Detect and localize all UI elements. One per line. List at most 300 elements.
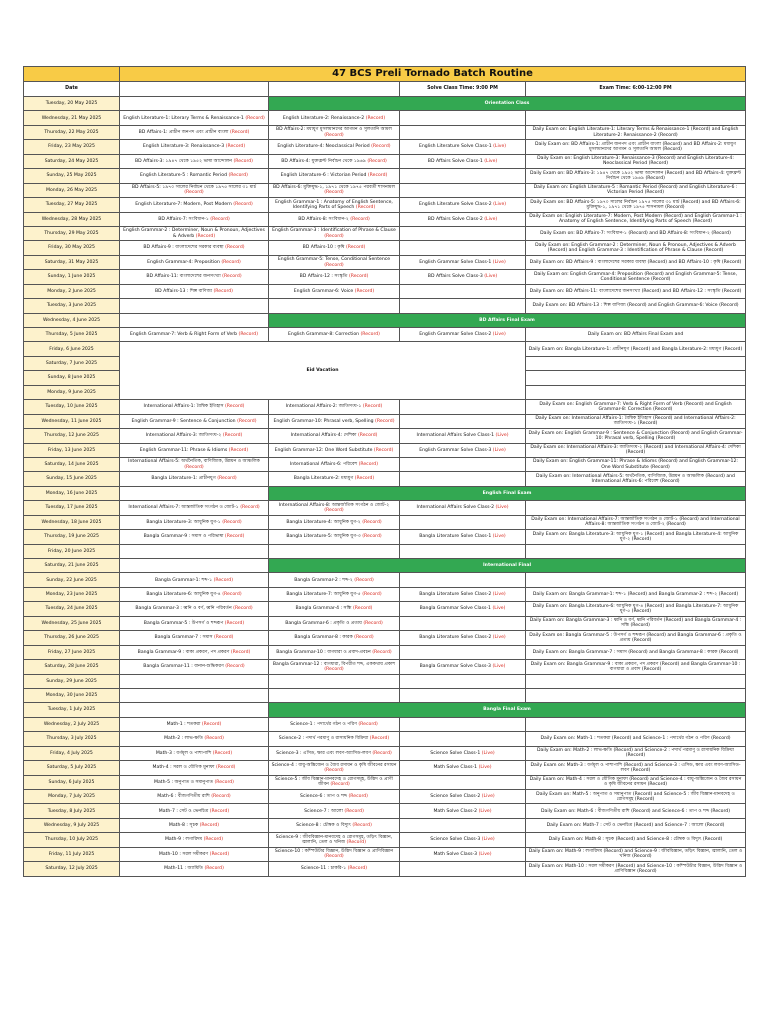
- topic-text: Bangla Grammar-12 : বাগধারা, বিপরীত শব্দ, এককথায় প্রকাশ: [272, 661, 396, 667]
- record-tag: (Record): [224, 620, 245, 626]
- date-cell: Saturday, 28 June 2025: [24, 660, 120, 674]
- record-tag: (Record): [209, 851, 230, 857]
- exam-cell: Daily Exam on: BD Affairs-7: সংবিধান-১ (Record) and BD Affairs-8: সংবিধান-২ (Record): [526, 226, 746, 240]
- topic-text: Bangla Grammar-9 : সমাস ও পরিভাষা: [143, 534, 224, 540]
- date-cell: Sunday, 8 June 2025: [24, 371, 120, 385]
- class-cell: [120, 775, 269, 789]
- record-tag: (Record): [221, 259, 241, 265]
- record-tag: (Record): [324, 507, 344, 513]
- topic-text: Science-11 : চাকরি-১: [300, 866, 347, 872]
- record-tag: (Record): [324, 262, 344, 268]
- record-tag: (Record): [204, 866, 224, 872]
- topic-text: BD Affairs-3: ১৯৪৭ থেকে ১৯৫২ ভাষা আন্দোলন: [135, 158, 233, 164]
- date-cell: Saturday, 31 May 2025: [24, 255, 120, 269]
- class-cell: [269, 790, 400, 804]
- class-cell: [120, 732, 269, 746]
- topic-text: Math-5 : অনুপাত ও সমানুপাত: [154, 779, 214, 785]
- topic-text: English Grammar-2 : Determiner, Noun & Pronoun, Adjectives & Adverb: [123, 228, 265, 239]
- topic-text: Math-1 : শতকরা: [166, 721, 201, 727]
- table-row: [24, 847, 746, 861]
- record-tag: (Record): [199, 822, 220, 828]
- class-cell: [120, 443, 269, 457]
- topic-text: Bangla Literature-2: মধ্যযুগ: [293, 476, 354, 482]
- record-tag: (Record): [184, 190, 204, 196]
- record-tag: (Record): [225, 664, 245, 670]
- record-tag: (Record): [210, 216, 230, 222]
- date-cell: Thursday, 22 May 2025: [24, 125, 120, 139]
- record-tag: (Record): [225, 144, 246, 150]
- topic-text: BD Affairs-13 : শিল্প বাণিজ্য: [155, 288, 213, 294]
- date-cell: Thursday, 5 June 2025: [24, 328, 120, 342]
- class-cell: [269, 472, 400, 486]
- topic-text: English Literature-2: Renaissance-2: [282, 115, 365, 121]
- empty-cell: [120, 559, 269, 573]
- solve-class-cell: [400, 169, 526, 183]
- topic-text: English Literature-4: Neoclassical Period: [277, 144, 370, 150]
- solve-class-cell: [400, 746, 526, 760]
- date-cell: Monday, 2 June 2025: [24, 284, 120, 298]
- record-tag: (Record): [362, 591, 382, 597]
- record-tag: (Record): [363, 620, 383, 626]
- record-tag: (Record): [367, 158, 387, 164]
- solve-class-cell: [400, 660, 526, 674]
- topic-text: BD Affairs-4: যুক্তফ্রন্ট নির্বাচন থেকে ১৯৬৯: [281, 158, 366, 164]
- table-row: [24, 530, 746, 544]
- exam-cell: Daily Exam on: English Grammar-9 : Sentence & Conjunction (Record) and English Grammar-10: Phrasal verb, Spelling (Record): [526, 429, 746, 443]
- class-cell: [269, 818, 400, 832]
- record-tag: (Record): [324, 666, 344, 672]
- table-row: [24, 818, 746, 832]
- class-cell: [269, 241, 400, 255]
- table-row: [24, 688, 746, 702]
- topic-text: Bangla Grammar-1: শব্দ-১: [154, 577, 213, 583]
- class-cell: [120, 847, 269, 861]
- date-cell: Thursday, 12 June 2025: [24, 429, 120, 443]
- topic-text: International Affairs-7: আন্তর্জাতিক সংগঠন ও জোট-১: [128, 505, 239, 511]
- topic-text: Bangla Grammar-4 : সন্ধি: [295, 606, 352, 612]
- topic-text: English Grammar-12: One Word Substitute: [274, 447, 373, 453]
- solve-class-cell: [400, 198, 526, 212]
- class-cell: [120, 631, 269, 645]
- exam-cell: Daily Exam on: Bangla Literature-6: আধুনিক যুগ-৪ (Record) and Bangla Literature-7: আধুনিক যুগ-৫ (Record): [526, 602, 746, 616]
- class-cell: [269, 255, 400, 269]
- topic-text: English Grammar-7: Verb & Right Form of Verb: [129, 332, 238, 338]
- solve-class-cell: [400, 299, 526, 313]
- topic-text: Science-1 : পদার্থের গঠন ও পরিণ: [290, 721, 357, 727]
- solve-class-cell: [400, 775, 526, 789]
- solve-class-cell: [400, 818, 526, 832]
- exam-cell: Daily Exam on: BD Affairs-11: বাংলাদেশের জনসংখ্যা (Record) and BD Affairs-12 : সংস্কৃতি (Record): [526, 284, 746, 298]
- topic-text: Math Solve Class-1: [433, 765, 478, 771]
- topic-text: Bangla Literature Solve Class-2: [419, 635, 492, 641]
- record-tag: (Record): [355, 204, 376, 210]
- exam-cell: Daily Exam on: Math-1 : শতকরা (Record) and Science-1 : পদার্থের গঠন ও পরিণ (Record): [526, 732, 746, 746]
- exam-cell: Daily Exam on: Bangla Grammar-7 : সমাস (Record) and Bangla Grammar-8 : কারক (Record): [526, 645, 746, 659]
- record-tag: (Record): [324, 190, 344, 196]
- topic-text: Bangla Grammar-2 : শব্দ-২: [294, 577, 353, 583]
- topic-text: Math-11 : জ্যামিতি: [164, 866, 203, 872]
- class-cell: [120, 833, 269, 847]
- class-cell: [120, 270, 269, 284]
- table-row: [24, 573, 746, 587]
- date-cell: Wednesday, 2 July 2025: [24, 717, 120, 731]
- class-cell: [120, 284, 269, 298]
- topic-text: English Grammar-5: Tense, Conditional Sentence: [277, 257, 391, 263]
- live-tag: (Live): [493, 202, 507, 208]
- table-row: [24, 169, 746, 183]
- class-cell: [120, 645, 269, 659]
- class-cell: [269, 674, 400, 688]
- record-tag: (Record): [354, 476, 375, 482]
- record-tag: (Record): [228, 173, 248, 179]
- class-cell: [120, 573, 269, 587]
- solve-class-cell: [400, 414, 526, 428]
- solve-class-cell: [400, 631, 526, 645]
- solve-class-cell: [400, 226, 526, 240]
- record-tag: (Record): [324, 132, 344, 138]
- topic-text: Math Solve Class-2: [433, 808, 478, 814]
- class-cell: [120, 674, 269, 688]
- solve-class-cell: [400, 140, 526, 154]
- topic-text: BD Affairs-2: মধ্যযুগ মুসলমানদের আগমন ও সুলতানি আমল: [276, 127, 392, 133]
- record-tag: (Record): [209, 808, 230, 814]
- class-cell: [120, 761, 269, 775]
- date-cell: Monday, 7 July 2025: [24, 790, 120, 804]
- exam-cell: Daily Exam on: English Grammar-2 : Determiner, Noun & Pronoun, Adjectives & Adverb (Record) and English Grammar-3 : Identification of Phrase & Clause (Record): [526, 241, 746, 255]
- record-tag: (Record): [354, 635, 374, 641]
- live-tag: (Live): [478, 765, 492, 771]
- record-tag: (Record): [354, 288, 375, 294]
- exam-cell: Daily Exam on: Bangla Grammar-1: শব্দ-১ (Record) and Bangla Grammar-2 : শব্দ-২ (Record): [526, 587, 746, 601]
- class-cell: [269, 414, 400, 428]
- class-cell: [120, 660, 269, 674]
- record-tag: (Record): [324, 233, 344, 239]
- routine-sheet: [23, 66, 745, 877]
- record-tag: (Record): [348, 274, 369, 280]
- date-cell: Sunday, 25 May 2025: [24, 169, 120, 183]
- solve-class-cell: [400, 400, 526, 414]
- exam-cell: [526, 544, 746, 558]
- table-row: [24, 717, 746, 731]
- topic-text: English Literature-6 : Victorian Period: [280, 173, 367, 179]
- table-row: [24, 284, 746, 298]
- table-row: [24, 125, 746, 139]
- date-cell: Monday, 23 June 2025: [24, 587, 120, 601]
- record-tag: (Record): [354, 577, 374, 583]
- date-cell: Tuesday, 3 June 2025: [24, 299, 120, 313]
- record-tag: (Record): [212, 750, 233, 756]
- live-tag: (Live): [492, 259, 506, 265]
- table-row: [24, 429, 746, 443]
- topic-text: Bangla Literature-1: প্রাচীনযুগ: [151, 476, 216, 482]
- class-cell: [269, 602, 400, 616]
- record-tag: (Record): [222, 519, 242, 525]
- exam-cell: Daily Exam on: Bangla Literature-3: আধুনিক যুগ-১ (Record) and Bangla Literature-4: আধুনিক যুগ-২ (Record): [526, 530, 746, 544]
- corner-cell: [24, 67, 120, 82]
- table-row: [24, 660, 746, 674]
- topic-text: BD Affairs-9 : বাংলাদেশের সরকার ব্যবস্থা: [143, 245, 224, 251]
- live-tag: (Live): [493, 144, 507, 150]
- exam-cell: Daily Exam on: BD Affairs Final Exam and: [526, 328, 746, 342]
- topic-text: English Grammar-11: Phrase & Idioms: [139, 447, 228, 453]
- record-tag: (Record): [217, 476, 237, 482]
- table-row: [24, 559, 746, 573]
- date-cell: Wednesday, 25 June 2025: [24, 616, 120, 630]
- exam-cell: Daily Exam on: English Grammar-11: Phrase & Idioms (Record) and English Grammar-12: One Word Substitute (Record): [526, 457, 746, 471]
- record-tag: (Record): [362, 534, 382, 540]
- date-cell: Sunday, 1 June 2025: [24, 270, 120, 284]
- topic-text: BD Affairs-5: ১৯৭০ সালের নির্বাচন থেকে ১৯৭৫ সালের ৩১ মার্চ: [131, 185, 257, 191]
- date-cell: Saturday, 21 June 2025: [24, 559, 120, 573]
- record-tag: (Record): [203, 837, 224, 843]
- live-tag: (Live): [478, 851, 492, 857]
- live-tag: (Live): [481, 750, 495, 756]
- record-tag: (Record): [362, 519, 382, 525]
- live-tag: (Live): [492, 534, 506, 540]
- topic-text: BD Affairs Solve Class-3: [427, 274, 483, 280]
- exam-cell: [526, 385, 746, 399]
- exam-cell: [526, 111, 746, 125]
- table-row: [24, 472, 746, 486]
- exam-cell: Daily Exam on: BD Affairs-13 : শিল্প বাণিজ্য (Record) and English Grammar-6: Voice (Record): [526, 299, 746, 313]
- exam-cell: Daily Exam on: International Affairs-7: আন্তর্জাতিক সংগঠন ও জোট-১ (Record) and International Affairs-8: আন্তর্জাতিক সংগঠন ও জোট-২ (Record): [526, 515, 746, 529]
- topic-text: English Literature-1: Literary Terms & Renaissance-1: [123, 115, 244, 121]
- class-cell: [269, 587, 400, 601]
- exam-cell: Daily Exam on: International Affairs-3: জাতিসংঘ-২ (Record) and International Affairs-4: দেশিকা (Record): [526, 443, 746, 457]
- live-tag: (Live): [495, 433, 509, 439]
- date-cell: Friday, 23 May 2025: [24, 140, 120, 154]
- table-row: [24, 833, 746, 847]
- class-cell: [269, 530, 400, 544]
- class-cell: [269, 183, 400, 197]
- topic-text: English Literature-7: Modern, Post Modern: [135, 202, 232, 208]
- class-cell: [269, 443, 400, 457]
- class-cell: [269, 169, 400, 183]
- topic-text: International Affairs Solve Class-1: [416, 433, 495, 439]
- topic-text: Math-9 : লগারিদম: [164, 837, 203, 843]
- live-tag: (Live): [492, 635, 506, 641]
- live-tag: (Live): [492, 664, 506, 670]
- date-cell: Tuesday, 17 June 2025: [24, 501, 120, 515]
- solve-class-cell: [400, 284, 526, 298]
- solve-class-cell: [400, 732, 526, 746]
- solve-class-cell: [400, 862, 526, 876]
- class-cell: [120, 515, 269, 529]
- class-cell: [120, 862, 269, 876]
- exam-cell: Daily Exam on: Math-4 : সরল ও যৌগিক মুনাফা (Record) and Science-4 : বায়ু-অক্সিজেন ও জৈব রসায়ন ও কৃষি জীবনের রসায়ন (Record): [526, 775, 746, 789]
- table-row: [24, 602, 746, 616]
- class-cell: [269, 226, 400, 240]
- date-cell: Monday, 9 June 2025: [24, 385, 120, 399]
- date-cell: Sunday, 6 July 2025: [24, 775, 120, 789]
- routine-table: [23, 66, 746, 877]
- exam-cell: Daily Exam on: BD Affairs-1: প্রাচীন জনপদ এবং প্রাচীন বাংলা (Record) and BD Affairs-2: মধ্যযুগ মুসলমানদের আগমন ও সুলতানি আমল (Record): [526, 140, 746, 154]
- empty-cell: [120, 313, 269, 327]
- solve-class-cell: [400, 212, 526, 226]
- record-tag: (Record): [214, 779, 234, 785]
- exam-cell: Daily Exam on: Math-9 : লগারিদম (Record) and Science-9 : জীববিজ্ঞান, তড়িৎ বিজ্ঞান, জ্বালানি, তেল ও খনিজ (Record): [526, 847, 746, 861]
- live-tag: (Live): [484, 274, 498, 280]
- class-cell: [120, 790, 269, 804]
- live-tag: (Live): [481, 794, 495, 800]
- topic-text: International Affairs-3: জাতিসংঘ-২: [145, 433, 222, 439]
- table-row: [24, 746, 746, 760]
- table-row: [24, 400, 746, 414]
- class-cell: [120, 154, 269, 168]
- topic-text: Math-7 : সেট ও ভেনচিত্র: [158, 808, 209, 814]
- date-cell: Wednesday, 9 July 2025: [24, 818, 120, 832]
- class-cell: [269, 501, 400, 515]
- record-tag: (Record): [213, 635, 234, 641]
- date-cell: Friday, 6 June 2025: [24, 342, 120, 356]
- topic-text: English Grammar-1 : Anatomy of English Sentence, Identifying Parts of Speech: [275, 199, 393, 210]
- record-tag: (Record): [353, 606, 373, 612]
- record-tag: (Record): [224, 534, 245, 540]
- date-cell: Monday, 16 June 2025: [24, 486, 120, 500]
- class-cell: [120, 429, 269, 443]
- date-header: Date: [24, 82, 120, 97]
- class-cell: [120, 818, 269, 832]
- record-tag: (Record): [358, 721, 378, 727]
- table-row: [24, 241, 746, 255]
- topic-text: BD Affairs-6: মুক্তিযুদ্ধ-১, ১৯৭১ থেকে ১৯৭৫ পরবর্তী শাসনামল: [272, 185, 395, 191]
- live-tag: (Live): [492, 447, 506, 453]
- topic-text: BD Affairs-10 : কৃষি: [302, 245, 345, 251]
- solve-class-cell: [400, 847, 526, 861]
- class-cell: [120, 212, 269, 226]
- record-tag: (Record): [348, 794, 368, 800]
- record-tag: (Record): [233, 158, 253, 164]
- solve-class-cell: [400, 587, 526, 601]
- record-tag: (Record): [347, 866, 368, 872]
- table-row: [24, 457, 746, 471]
- record-tag: (Record): [229, 129, 250, 135]
- class-cell: [120, 414, 269, 428]
- table-row: [24, 226, 746, 240]
- date-cell: Thursday, 10 July 2025: [24, 833, 120, 847]
- exam-cell: Daily Exam on: English Literature-3: Renaissance-3 (Record) and English Literature-4: Neoclassical Period (Record): [526, 154, 746, 168]
- topic-text: English Grammar-10: Phrasal verb, Spelling: [273, 418, 374, 424]
- section-banner: International Final: [269, 559, 746, 573]
- topic-text: BD Affairs-1: প্রাচীন জনপদ এবং প্রাচীন বাংলা: [138, 129, 229, 135]
- record-tag: (Record): [222, 274, 242, 280]
- exam-cell: Daily Exam on: English Literature-7: Modern, Post Modern (Record) and English Grammar-1 : Anatomy of English Sentence, Identifying Parts of Speech (Record): [526, 212, 746, 226]
- record-tag: (Record): [330, 782, 350, 788]
- section-banner: Bangla Final Exam: [269, 703, 746, 717]
- table-row: [24, 515, 746, 529]
- class-cell: [120, 255, 269, 269]
- exam-cell: Daily Exam on: Bangla Grammar-5 : উপসর্গ ও শব্দরূপ (Record) and Bangla Grammar-6 : প্রকৃতি ও প্রত্যয় (Record): [526, 631, 746, 645]
- table-row: [24, 732, 746, 746]
- exam-cell: Daily Exam on: International Affairs-1: বৈশ্বিক ইতিহাস (Record) and International Affairs-2: জাতিসংঘ-১ (Record): [526, 414, 746, 428]
- class-cell: [269, 198, 400, 212]
- class-cell: [120, 140, 269, 154]
- class-cell: [269, 457, 400, 471]
- class-cell: [120, 616, 269, 630]
- record-tag: (Record): [373, 447, 394, 453]
- topic-text: Science-3 : এসিড, ক্ষার এবং লবণ-অ্যাসিড-লবণ: [276, 750, 371, 756]
- solve-class-cell: [400, 111, 526, 125]
- table-row: [24, 414, 746, 428]
- date-cell: Sunday, 15 June 2025: [24, 472, 120, 486]
- record-tag: (Record): [230, 649, 251, 655]
- solve-class-cell: [400, 645, 526, 659]
- table-row: [24, 140, 746, 154]
- solve-class-cell: [400, 674, 526, 688]
- date-cell: Tuesday, 27 May 2025: [24, 198, 120, 212]
- date-cell: Wednesday, 4 June 2025: [24, 313, 120, 327]
- record-tag: (Record): [222, 591, 242, 597]
- class-cell: [269, 631, 400, 645]
- topic-text: English Grammar-8: Correction: [288, 332, 360, 338]
- class-cell: [269, 833, 400, 847]
- solve-class-cell: [400, 602, 526, 616]
- topic-text: Science Solve Class-1: [430, 750, 481, 756]
- class-cell: [269, 140, 400, 154]
- empty-cell: [120, 97, 269, 111]
- record-tag: (Record): [213, 288, 233, 294]
- class-cell: [120, 501, 269, 515]
- class-cell: [269, 804, 400, 818]
- record-tag: (Record): [324, 854, 344, 860]
- record-tag: (Record): [233, 202, 253, 208]
- table-row: [24, 631, 746, 645]
- class-cell: [120, 457, 269, 471]
- class-cell: [120, 602, 269, 616]
- date-cell: Friday, 30 May 2025: [24, 241, 120, 255]
- topic-text: Bangla Grammar-11 : বানান-শুদ্ধিকরণ: [143, 664, 224, 670]
- date-cell: Friday, 13 June 2025: [24, 443, 120, 457]
- class-cell: [120, 530, 269, 544]
- date-cell: Friday, 20 June 2025: [24, 544, 120, 558]
- topic-text: Bangla Grammar-3 : ধ্বনি ও বর্ণ, ধ্বনি পরিবর্তন: [135, 606, 232, 612]
- topic-text: Bangla Grammar Solve Class-1: [419, 606, 491, 612]
- exam-cell: Daily Exam on: Math-7 : সেট ও ভেনচিত্র (Record) and Science-7 : আলো (Record): [526, 818, 746, 832]
- record-tag: (Record): [195, 233, 216, 239]
- class-cell: [269, 847, 400, 861]
- exam-cell: Daily Exam on: International Affairs-5: অর্থনৈতিক, বাণিজ্যিক, উন্নয়ন ও আঞ্চলিক (Record) and International Affairs-6: পরিবেশ (Record): [526, 472, 746, 486]
- solve-class-cell: [400, 154, 526, 168]
- class-cell: [269, 400, 400, 414]
- solve-class-header: Solve Class Time: 9:00 PM: [400, 82, 526, 97]
- class-cell: [120, 746, 269, 760]
- exam-cell: [526, 674, 746, 688]
- class-cell: [120, 226, 269, 240]
- record-tag: (Record): [345, 245, 366, 251]
- class-cell: [269, 775, 400, 789]
- record-tag: (Record): [222, 433, 243, 439]
- solve-class-cell: [400, 270, 526, 284]
- topic-text: Bangla Grammar-6 : প্রকৃতি ও প্রত্যয়: [285, 620, 362, 626]
- class-cell: [269, 573, 400, 587]
- eid-vacation-cell: Eid Vacation: [120, 342, 526, 400]
- record-tag: (Record): [352, 822, 372, 828]
- topic-text: Bangla Grammar-5 : উপসর্গ ও শব্দরূপ: [143, 620, 224, 626]
- topic-text: International Affairs-1: বৈশ্বিক ইতিহাস: [143, 404, 224, 410]
- solve-class-cell: [400, 443, 526, 457]
- class-cell: [269, 299, 400, 313]
- live-tag: (Live): [492, 591, 506, 597]
- table-row: [24, 183, 746, 197]
- record-tag: (Record): [375, 418, 395, 424]
- class-cell: [269, 616, 400, 630]
- record-tag: (Record): [346, 840, 367, 846]
- table-row: [24, 587, 746, 601]
- class-cell: [269, 717, 400, 731]
- topic-text: Science-2 : পদার্থ পরমাণু ও রাসায়নিক বিক্রিয়া: [278, 736, 369, 742]
- solve-class-cell: [400, 515, 526, 529]
- date-cell: Wednesday, 28 May 2025: [24, 212, 120, 226]
